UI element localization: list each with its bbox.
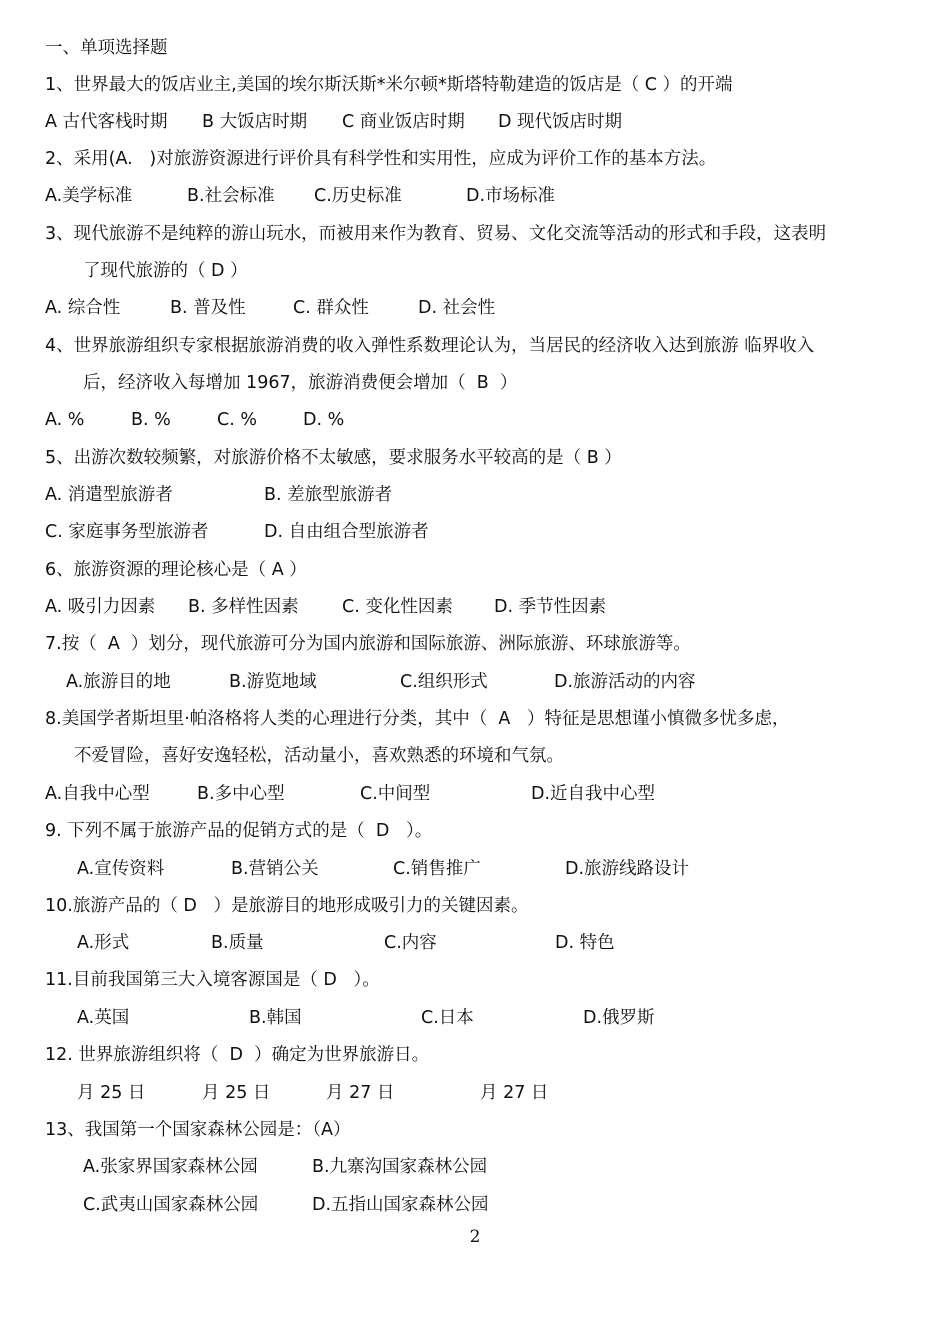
question-2-option-b: B.社会标准 — [187, 186, 275, 206]
page-number: 2 — [469, 1227, 481, 1247]
question-7-option-d: D.旅游活动的内容 — [554, 672, 696, 692]
question-1-option-a: A 古代客栈时期 — [45, 112, 168, 132]
question-6-option-b: B. 多样性因素 — [188, 597, 299, 617]
question-11-stem: 11.目前我国第三大入境客源国是（ D ）。 — [45, 970, 380, 990]
question-8-stem: 8.美国学者斯坦里·帕洛格将人类的心理进行分类，其中（ A ）特征是思想谨小慎微多忧多虑， — [45, 709, 790, 729]
question-5-option-b: B. 差旅型旅游者 — [264, 485, 393, 505]
question-8-option-b: B.多中心型 — [197, 784, 285, 804]
question-2-stem: 2、采用(A. )对旅游资源进行评价具有科学性和实用性，应成为评价工作的基本方法。 — [45, 149, 717, 169]
question-13-option-a: A.张家界国家森林公园 — [83, 1157, 258, 1177]
question-12-option-c: 月 27 日 — [326, 1083, 395, 1103]
question-5-option-c: C. 家庭事务型旅游者 — [45, 522, 209, 542]
question-11-option-a: A.英国 — [77, 1008, 130, 1028]
question-3-option-c: C. 群众性 — [293, 298, 369, 318]
question-11-option-d: D.俄罗斯 — [583, 1008, 655, 1028]
question-4-option-b: B. % — [131, 410, 171, 430]
question-13-stem: 13、我国第一个国家森林公园是：（A） — [45, 1120, 351, 1140]
question-7-option-a: A.旅游目的地 — [66, 672, 171, 692]
question-12-option-b: 月 25 日 — [202, 1083, 271, 1103]
question-9-option-b: B.营销公关 — [231, 859, 319, 879]
question-11-option-c: C.日本 — [421, 1008, 474, 1028]
question-5-option-a: A. 消遣型旅游者 — [45, 485, 173, 505]
question-1-option-c: C 商业饭店时期 — [342, 112, 465, 132]
question-5-stem: 5、出游次数较频繁，对旅游价格不太敏感，要求服务水平较高的是（ B ） — [45, 448, 622, 468]
question-4-stem: 4、世界旅游组织专家根据旅游消费的收入弹性系数理论认为，当居民的经济收入达到旅游 临界收入 — [45, 336, 815, 356]
question-4-stem-continued: 后，经济收入每增加 1967，旅游消费便会增加（ B ） — [83, 373, 518, 393]
question-7-option-c: C.组织形式 — [400, 672, 488, 692]
question-6-option-c: C. 变化性因素 — [342, 597, 453, 617]
question-2-option-d: D.市场标准 — [466, 186, 556, 206]
question-2-option-c: C.历史标准 — [314, 186, 402, 206]
question-4-option-c: C. % — [217, 410, 257, 430]
question-7-stem: 7.按（ A ）划分，现代旅游可分为国内旅游和国际旅游、洲际旅游、环球旅游等。 — [45, 634, 691, 654]
question-8-stem-continued: 不爱冒险，喜好安逸轻松，活动量小，喜欢熟悉的环境和气氛。 — [74, 746, 564, 766]
section-title: 一、单项选择题 — [45, 38, 168, 58]
question-5-option-d: D. 自由组合型旅游者 — [264, 522, 429, 542]
question-1-option-b: B 大饭店时期 — [202, 112, 308, 132]
question-13-option-c: C.武夷山国家森林公园 — [83, 1195, 259, 1215]
question-9-option-c: C.销售推广 — [393, 859, 481, 879]
question-3-option-b: B. 普及性 — [170, 298, 246, 318]
question-4-option-a: A. % — [45, 410, 85, 430]
question-11-option-b: B.韩国 — [249, 1008, 302, 1028]
question-8-option-c: C.中间型 — [360, 784, 431, 804]
question-4-option-d: D. % — [303, 410, 345, 430]
question-6-stem: 6、旅游资源的理论核心是（ A ） — [45, 560, 307, 580]
question-8-option-a: A.自我中心型 — [45, 784, 150, 804]
question-10-option-c: C.内容 — [384, 933, 437, 953]
question-10-option-a: A.形式 — [77, 933, 130, 953]
question-12-option-a: 月 25 日 — [77, 1083, 146, 1103]
question-1-option-d: D 现代饭店时期 — [498, 112, 623, 132]
question-10-option-b: B.质量 — [211, 933, 264, 953]
question-13-option-b: B.九寨沟国家森林公园 — [312, 1157, 488, 1177]
question-6-option-d: D. 季节性因素 — [494, 597, 607, 617]
question-6-option-a: A. 吸引力因素 — [45, 597, 156, 617]
question-3-option-d: D. 社会性 — [418, 298, 496, 318]
question-9-option-d: D.旅游线路设计 — [565, 859, 690, 879]
question-10-stem: 10.旅游产品的（ D ）是旅游目的地形成吸引力的关键因素。 — [45, 896, 529, 916]
question-12-stem: 12. 世界旅游组织将（ D ）确定为世界旅游日。 — [45, 1045, 430, 1065]
question-9-stem: 9. 下列不属于旅游产品的促销方式的是（ D ）。 — [45, 821, 433, 841]
question-12-option-d: 月 27 日 — [480, 1083, 549, 1103]
question-3-stem-continued: 了现代旅游的（ D ） — [83, 261, 248, 281]
question-3-option-a: A. 综合性 — [45, 298, 121, 318]
question-13-option-d: D.五指山国家森林公园 — [312, 1195, 489, 1215]
question-2-option-a: A.美学标准 — [45, 186, 133, 206]
question-9-option-a: A.宣传资料 — [77, 859, 165, 879]
question-7-option-b: B.游览地域 — [229, 672, 317, 692]
question-10-option-d: D. 特色 — [555, 933, 615, 953]
question-1-stem: 1、世界最大的饭店业主,美国的埃尔斯沃斯*米尔顿*斯塔特勒建造的饭店是（ C ）的开端 — [45, 75, 733, 95]
question-8-option-d: D.近自我中心型 — [531, 784, 656, 804]
question-3-stem: 3、现代旅游不是纯粹的游山玩水，而被用来作为教育、贸易、文化交流等活动的形式和手段，这表明 — [45, 224, 827, 244]
